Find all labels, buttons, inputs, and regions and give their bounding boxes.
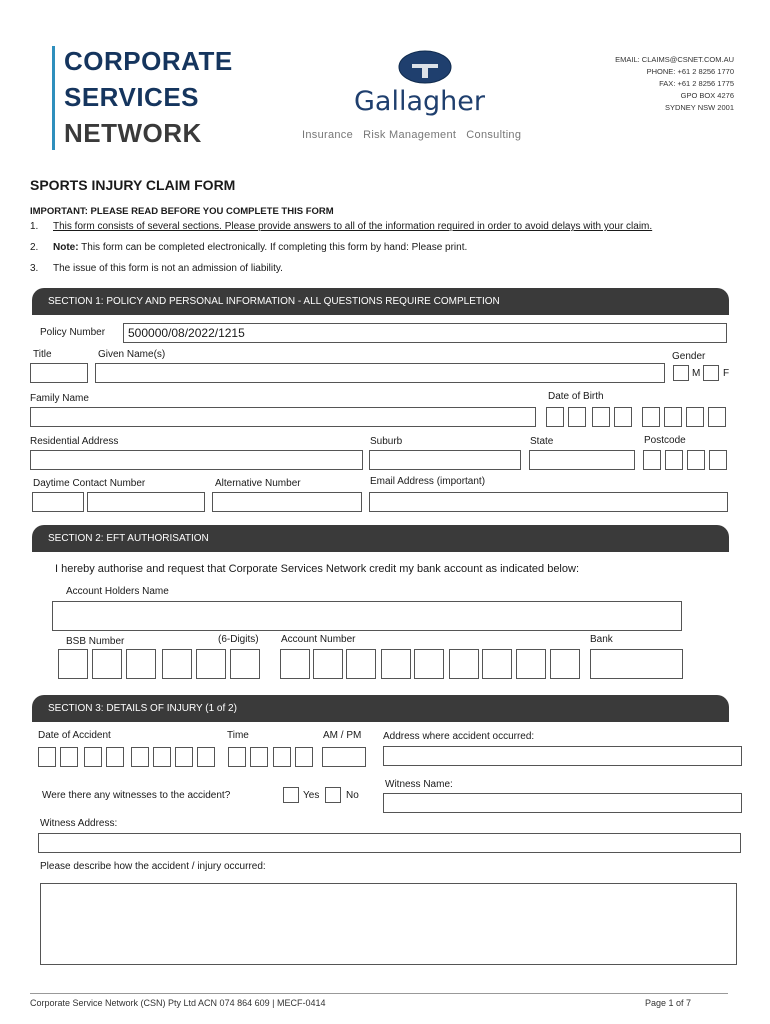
alternative-number-field[interactable]: [212, 492, 362, 512]
account-number-label: Account Number: [281, 634, 356, 645]
account-holders-label: Account Holders Name: [66, 586, 169, 597]
witness-yes-label: Yes: [303, 790, 320, 801]
gallagher-globe-icon: [398, 50, 452, 84]
bsb-digit-3[interactable]: [126, 649, 156, 679]
dob-digit[interactable]: [568, 407, 586, 427]
accident-date-month[interactable]: [84, 747, 124, 767]
gender-label: Gender: [672, 351, 706, 362]
instruction-2-text: [53, 242, 467, 253]
bsb-hint: (6-Digits): [218, 634, 259, 645]
account-digit-4[interactable]: [381, 649, 411, 679]
instruction-3-text: The issue of this form is not an admission of liability.: [53, 263, 283, 274]
postcode-digit[interactable]: [709, 450, 727, 470]
residential-address-field[interactable]: [30, 450, 363, 470]
dob-day-boxes[interactable]: [546, 407, 586, 427]
account-digit-5[interactable]: [414, 649, 444, 679]
instruction-2-num: 2.: [30, 242, 39, 253]
gender-f-label: F: [723, 368, 730, 379]
witness-address-label: Witness Address:: [40, 818, 118, 829]
instruction-2-body: This form can be completed electronically. If completing this form by hand: Please print.: [78, 242, 468, 253]
instruction-2-bold: Note:: [53, 242, 79, 253]
date-digit[interactable]: [60, 747, 78, 767]
date-of-accident-label: Date of Accident: [38, 730, 111, 741]
email-label: Email Address (important): [370, 476, 486, 487]
contact-email: EMAIL: CLAIMS@CSNET.COM.AU: [615, 55, 734, 64]
accident-date-year[interactable]: [131, 747, 215, 767]
bank-field[interactable]: [590, 649, 683, 679]
instruction-1-text: This form consists of several sections. Please provide answers to all of the information required in order to avoid delays with your claim.: [53, 221, 653, 232]
suburb-field[interactable]: [369, 450, 521, 470]
contact-phone: PHONE: +61 2 8256 1770: [646, 67, 734, 76]
daytime-number-label: Daytime Contact Number: [33, 478, 146, 489]
logo-line-1: CORPORATE: [64, 46, 233, 76]
witness-no-checkbox[interactable]: [325, 787, 341, 803]
date-digit[interactable]: [131, 747, 149, 767]
gender-f-checkbox[interactable]: [703, 365, 719, 381]
policy-number-field[interactable]: 500000/08/2022/1215: [123, 323, 727, 343]
account-digit-8[interactable]: [516, 649, 546, 679]
account-digit-9[interactable]: [550, 649, 580, 679]
time-digit[interactable]: [250, 747, 268, 767]
accident-date-day[interactable]: [38, 747, 78, 767]
witness-name-label: Witness Name:: [385, 779, 453, 790]
time-label: Time: [227, 730, 249, 741]
bsb-digit-5[interactable]: [196, 649, 226, 679]
dob-digit[interactable]: [614, 407, 632, 427]
residential-address-label: Residential Address: [30, 436, 119, 447]
account-digit-7[interactable]: [482, 649, 512, 679]
dob-month-boxes[interactable]: [592, 407, 632, 427]
policy-number-label: Policy Number: [40, 327, 106, 338]
witness-question: Were there any witnesses to the accident?: [42, 790, 231, 801]
witness-no-label: No: [346, 790, 359, 801]
postcode-digit[interactable]: [665, 450, 683, 470]
bsb-digit-6[interactable]: [230, 649, 260, 679]
accident-time-boxes[interactable]: [228, 747, 268, 767]
account-digit-3[interactable]: [346, 649, 376, 679]
gallagher-tagline: Insurance Risk Management Consulting: [302, 129, 522, 141]
footer-divider: [30, 993, 728, 994]
postcode-digit[interactable]: [687, 450, 705, 470]
bsb-digit-1[interactable]: [58, 649, 88, 679]
logo-line-3: NETWORK: [64, 118, 202, 148]
date-digit[interactable]: [153, 747, 171, 767]
daytime-area-field[interactable]: [32, 492, 84, 512]
date-digit[interactable]: [106, 747, 124, 767]
dob-label: Date of Birth: [548, 391, 604, 402]
ampm-label: AM / PM: [323, 730, 362, 741]
daytime-number-field[interactable]: [87, 492, 205, 512]
witness-yes-checkbox[interactable]: [283, 787, 299, 803]
logo-line-2: SERVICES: [64, 82, 200, 112]
time-digit[interactable]: [295, 747, 313, 767]
date-digit[interactable]: [175, 747, 193, 767]
accident-time-min-boxes[interactable]: [273, 747, 313, 767]
time-digit[interactable]: [228, 747, 246, 767]
account-digit-2[interactable]: [313, 649, 343, 679]
alternative-number-label: Alternative Number: [215, 478, 301, 489]
gallagher-brand: Gallagher: [354, 86, 485, 117]
given-name-field[interactable]: [95, 363, 665, 383]
family-name-label: Family Name: [30, 393, 89, 404]
section-3-header: SECTION 3: DETAILS OF INJURY (1 of 2): [32, 695, 729, 722]
account-digit-1[interactable]: [280, 649, 310, 679]
contact-city: SYDNEY NSW 2001: [664, 103, 734, 112]
accident-address-label: Address where accident occurred:: [383, 731, 535, 742]
bsb-digit-2[interactable]: [92, 649, 122, 679]
describe-textarea[interactable]: [40, 883, 737, 965]
ampm-field[interactable]: [322, 747, 366, 767]
state-field[interactable]: [529, 450, 635, 470]
account-holders-field[interactable]: [52, 601, 682, 631]
accident-address-field[interactable]: [383, 746, 742, 766]
family-name-field[interactable]: [30, 407, 536, 427]
suburb-label: Suburb: [370, 436, 403, 447]
gender-m-checkbox[interactable]: [673, 365, 689, 381]
given-name-label: Given Name(s): [98, 349, 166, 360]
date-digit[interactable]: [197, 747, 215, 767]
title-label: Title: [33, 349, 52, 360]
dob-digit[interactable]: [686, 407, 704, 427]
logo-accent-bar: [52, 46, 55, 150]
describe-label: Please describe how the accident / injury occurred:: [40, 861, 266, 872]
dob-digit[interactable]: [642, 407, 660, 427]
form-title: SPORTS INJURY CLAIM FORM: [30, 177, 236, 193]
dob-digit[interactable]: [708, 407, 726, 427]
account-digit-6[interactable]: [449, 649, 479, 679]
email-field[interactable]: [369, 492, 728, 512]
bsb-label: BSB Number: [66, 636, 125, 647]
postcode-digit[interactable]: [643, 450, 661, 470]
date-digit[interactable]: [84, 747, 102, 767]
dob-year-boxes[interactable]: [642, 407, 726, 427]
important-note: IMPORTANT: PLEASE READ BEFORE YOU COMPLETE THIS FORM: [30, 206, 334, 217]
instruction-3-num: 3.: [30, 263, 39, 274]
section-2-header: SECTION 2: EFT AUTHORISATION: [32, 525, 729, 552]
state-label: State: [530, 436, 554, 447]
postcode-label: Postcode: [644, 435, 686, 446]
witness-name-field[interactable]: [383, 793, 742, 813]
dob-digit[interactable]: [592, 407, 610, 427]
footer-page-number: Page 1 of 7: [645, 998, 692, 1008]
witness-address-field[interactable]: [38, 833, 741, 853]
contact-fax: FAX: +61 2 8256 1775: [659, 79, 734, 88]
contact-block: [615, 54, 734, 114]
dob-digit[interactable]: [546, 407, 564, 427]
eft-statement: I hereby authorise and request that Corporate Services Network credit my bank account as indicated below:: [55, 563, 579, 575]
bank-label: Bank: [590, 634, 613, 645]
dob-digit[interactable]: [664, 407, 682, 427]
time-digit[interactable]: [273, 747, 291, 767]
footer-company: Corporate Service Network (CSN) Pty Ltd ACN 074 864 609 | MECF-0414: [30, 998, 326, 1008]
bsb-digit-4[interactable]: [162, 649, 192, 679]
postcode-boxes[interactable]: [643, 450, 727, 470]
instruction-1-num: 1.: [30, 221, 39, 232]
gender-m-label: M: [692, 368, 701, 379]
contact-box: GPO BOX 4276: [680, 91, 734, 100]
title-field[interactable]: [30, 363, 88, 383]
date-digit[interactable]: [38, 747, 56, 767]
section-1-header: SECTION 1: POLICY AND PERSONAL INFORMATION - ALL QUESTIONS REQUIRE COMPLETION: [32, 288, 729, 315]
